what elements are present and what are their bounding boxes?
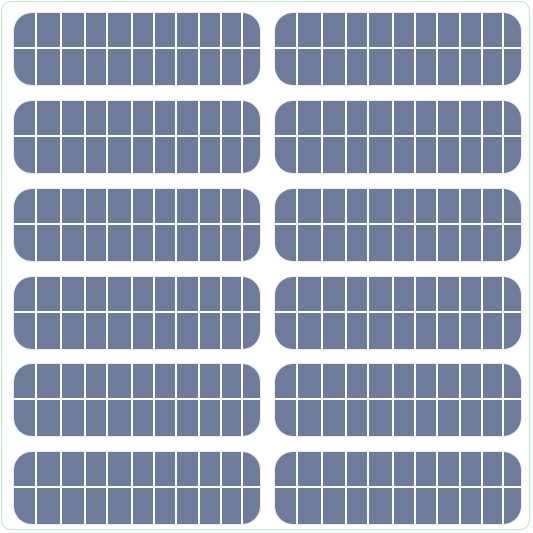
- panel-cell: [298, 400, 321, 436]
- panel-cell: [438, 189, 459, 223]
- panel-cell: [133, 488, 153, 524]
- panel-cell: [243, 225, 260, 261]
- panel-cell: [108, 277, 131, 311]
- panel-cell: [37, 137, 60, 173]
- panel-cell: [37, 364, 60, 398]
- panel-cell: [14, 488, 35, 524]
- panel-cell: [37, 49, 60, 85]
- solar-panel-9: [14, 364, 260, 436]
- panel-cell: [504, 49, 521, 85]
- panel-cell: [504, 364, 521, 398]
- panel-cell: [369, 364, 392, 398]
- panel-cell: [347, 488, 367, 524]
- panel-cell: [416, 49, 436, 85]
- panel-cell: [133, 400, 153, 436]
- solar-panel-6: [275, 189, 521, 261]
- panel-cell: [461, 189, 481, 223]
- panel-cell: [14, 452, 35, 486]
- panel-cell: [347, 452, 367, 486]
- panel-cell: [438, 400, 459, 436]
- panel-cell: [369, 101, 392, 135]
- panel-cell: [323, 13, 345, 47]
- panel-cell: [394, 364, 414, 398]
- panel-cell: [222, 225, 241, 261]
- panel-cell: [483, 364, 502, 398]
- panel-cell: [438, 101, 459, 135]
- panel-cell: [483, 49, 502, 85]
- panel-cell: [222, 137, 241, 173]
- panel-cell: [394, 101, 414, 135]
- panel-cell: [108, 225, 131, 261]
- panel-cell: [222, 313, 241, 349]
- panel-cell: [14, 101, 35, 135]
- panel-cell: [222, 189, 241, 223]
- panel-cell: [483, 277, 502, 311]
- panel-cell: [222, 452, 241, 486]
- panel-cell: [133, 189, 153, 223]
- panel-cell: [62, 488, 84, 524]
- panel-cell: [347, 101, 367, 135]
- panel-cell: [62, 13, 84, 47]
- panel-cell: [483, 225, 502, 261]
- panel-cell: [369, 488, 392, 524]
- panel-cell: [177, 13, 198, 47]
- panel-cell: [461, 101, 481, 135]
- panel-cell: [461, 488, 481, 524]
- panel-cell: [200, 277, 220, 311]
- panel-cell: [461, 49, 481, 85]
- panel-cell: [222, 101, 241, 135]
- panel-cell: [483, 13, 502, 47]
- panel-cell: [275, 225, 296, 261]
- panel-cell: [37, 101, 60, 135]
- panel-cell: [323, 137, 345, 173]
- panel-cell: [438, 364, 459, 398]
- panel-cell: [155, 13, 175, 47]
- panel-cell: [483, 189, 502, 223]
- panel-cell: [298, 189, 321, 223]
- solar-panel-3: [14, 101, 260, 173]
- panel-cell: [504, 488, 521, 524]
- panel-cell: [200, 189, 220, 223]
- panel-cell: [483, 137, 502, 173]
- panel-cell: [108, 488, 131, 524]
- panel-cell: [275, 452, 296, 486]
- panel-cell: [298, 488, 321, 524]
- panel-cell: [369, 225, 392, 261]
- panel-cell: [177, 189, 198, 223]
- panel-cell: [62, 452, 84, 486]
- panel-cell: [155, 488, 175, 524]
- panel-cell: [416, 13, 436, 47]
- panel-cell: [14, 225, 35, 261]
- panel-cell: [504, 189, 521, 223]
- panel-cell: [37, 225, 60, 261]
- panel-cell: [177, 488, 198, 524]
- panel-cell: [438, 277, 459, 311]
- panel-cell: [483, 313, 502, 349]
- panel-cell: [461, 452, 481, 486]
- panel-cell: [155, 189, 175, 223]
- panel-cell: [62, 364, 84, 398]
- panel-cell: [133, 101, 153, 135]
- panel-cell: [200, 400, 220, 436]
- panel-cell: [298, 101, 321, 135]
- panel-cell: [394, 400, 414, 436]
- panel-cell: [369, 137, 392, 173]
- panel-cell: [200, 364, 220, 398]
- panel-cell: [298, 13, 321, 47]
- panel-cell: [200, 137, 220, 173]
- panel-cell: [86, 137, 106, 173]
- solar-panel-5: [14, 189, 260, 261]
- panel-cell: [298, 49, 321, 85]
- panel-cell: [369, 400, 392, 436]
- panel-cell: [323, 277, 345, 311]
- panel-cell: [222, 49, 241, 85]
- panel-cell: [37, 189, 60, 223]
- panel-cell: [298, 225, 321, 261]
- panel-cell: [275, 313, 296, 349]
- panel-cell: [416, 313, 436, 349]
- panel-cell: [177, 277, 198, 311]
- panel-cell: [155, 364, 175, 398]
- panel-cell: [86, 452, 106, 486]
- panel-cell: [108, 189, 131, 223]
- panel-cell: [323, 452, 345, 486]
- panel-cell: [394, 488, 414, 524]
- panel-cell: [133, 277, 153, 311]
- panel-cell: [133, 13, 153, 47]
- panel-cell: [504, 452, 521, 486]
- panel-cell: [394, 452, 414, 486]
- panel-cell: [108, 313, 131, 349]
- panel-cell: [86, 49, 106, 85]
- panel-cell: [37, 452, 60, 486]
- panel-cell: [133, 137, 153, 173]
- panel-cell: [394, 49, 414, 85]
- panel-cell: [86, 313, 106, 349]
- panel-cell: [347, 313, 367, 349]
- panel-cell: [416, 189, 436, 223]
- panel-cell: [483, 452, 502, 486]
- panel-cell: [14, 189, 35, 223]
- panel-cell: [347, 137, 367, 173]
- panel-cell: [14, 13, 35, 47]
- panel-cell: [222, 400, 241, 436]
- panel-cell: [438, 225, 459, 261]
- panel-cell: [222, 277, 241, 311]
- panel-cell: [86, 488, 106, 524]
- panel-cell: [243, 313, 260, 349]
- panel-cell: [275, 13, 296, 47]
- panel-cell: [37, 13, 60, 47]
- panel-cell: [86, 400, 106, 436]
- panel-cell: [108, 400, 131, 436]
- panel-cell: [461, 313, 481, 349]
- panel-cell: [483, 400, 502, 436]
- panel-cell: [62, 277, 84, 311]
- panel-cell: [177, 400, 198, 436]
- panel-cell: [200, 49, 220, 85]
- panel-cell: [275, 101, 296, 135]
- panel-cell: [177, 225, 198, 261]
- panel-cell: [298, 277, 321, 311]
- panel-cell: [504, 225, 521, 261]
- panel-cell: [108, 49, 131, 85]
- solar-panel-2: [275, 13, 521, 85]
- panel-cell: [86, 277, 106, 311]
- panel-cell: [504, 13, 521, 47]
- panel-cell: [438, 49, 459, 85]
- panel-cell: [461, 137, 481, 173]
- panel-cell: [461, 13, 481, 47]
- panel-cell: [177, 101, 198, 135]
- solar-panel-4: [275, 101, 521, 173]
- panel-cell: [243, 452, 260, 486]
- panel-cell: [177, 452, 198, 486]
- panel-cell: [275, 364, 296, 398]
- panel-cell: [14, 400, 35, 436]
- panel-cell: [200, 13, 220, 47]
- panel-cell: [504, 137, 521, 173]
- panel-cell: [86, 189, 106, 223]
- panel-cell: [416, 225, 436, 261]
- panel-cell: [369, 13, 392, 47]
- panel-cell: [275, 400, 296, 436]
- panel-cell: [133, 364, 153, 398]
- panel-cell: [369, 452, 392, 486]
- panel-cell: [416, 364, 436, 398]
- panel-cell: [323, 189, 345, 223]
- panel-cell: [243, 49, 260, 85]
- panel-cell: [438, 137, 459, 173]
- panel-cell: [323, 49, 345, 85]
- panel-cell: [323, 488, 345, 524]
- panel-cell: [504, 277, 521, 311]
- panel-cell: [323, 313, 345, 349]
- solar-panel-12: [275, 452, 521, 524]
- panel-cell: [394, 313, 414, 349]
- panel-cell: [243, 364, 260, 398]
- panel-cell: [14, 364, 35, 398]
- panel-cell: [275, 488, 296, 524]
- panel-cell: [155, 452, 175, 486]
- panel-cell: [394, 13, 414, 47]
- panel-cell: [323, 364, 345, 398]
- panel-cell: [461, 364, 481, 398]
- panel-cell: [394, 189, 414, 223]
- panel-cell: [323, 400, 345, 436]
- panel-cell: [438, 452, 459, 486]
- panel-cell: [177, 364, 198, 398]
- panel-cell: [37, 400, 60, 436]
- panel-cell: [86, 13, 106, 47]
- panel-cell: [275, 49, 296, 85]
- panel-cell: [483, 488, 502, 524]
- panel-cell: [155, 400, 175, 436]
- panel-cell: [416, 452, 436, 486]
- panel-cell: [133, 225, 153, 261]
- panel-cell: [108, 13, 131, 47]
- panel-cell: [133, 49, 153, 85]
- panel-cell: [504, 313, 521, 349]
- solar-panel-7: [14, 277, 260, 349]
- panel-cell: [155, 225, 175, 261]
- panel-cell: [177, 313, 198, 349]
- panel-cell: [155, 137, 175, 173]
- panel-cell: [108, 364, 131, 398]
- panel-cell: [14, 137, 35, 173]
- panel-cell: [438, 13, 459, 47]
- panel-cell: [347, 13, 367, 47]
- panel-cell: [438, 488, 459, 524]
- panel-cell: [62, 189, 84, 223]
- panel-cell: [275, 137, 296, 173]
- panel-cell: [200, 101, 220, 135]
- panel-cell: [37, 277, 60, 311]
- panel-cell: [323, 101, 345, 135]
- panel-cell: [155, 101, 175, 135]
- panel-cell: [275, 277, 296, 311]
- panel-cell: [108, 137, 131, 173]
- panel-cell: [177, 49, 198, 85]
- panel-cell: [62, 313, 84, 349]
- panel-cell: [155, 313, 175, 349]
- panel-cell: [222, 13, 241, 47]
- panel-cell: [86, 225, 106, 261]
- panel-cell: [369, 277, 392, 311]
- solar-panel-1: [14, 13, 260, 85]
- panel-cell: [461, 277, 481, 311]
- panel-cell: [369, 49, 392, 85]
- panel-cell: [298, 313, 321, 349]
- solar-panel-10: [275, 364, 521, 436]
- panel-cell: [133, 313, 153, 349]
- panel-cell: [200, 313, 220, 349]
- panel-cell: [222, 364, 241, 398]
- panel-cell: [14, 313, 35, 349]
- panel-cell: [394, 225, 414, 261]
- panel-cell: [243, 400, 260, 436]
- panel-cell: [62, 225, 84, 261]
- panel-cell: [347, 49, 367, 85]
- panel-cell: [155, 49, 175, 85]
- panel-cell: [14, 49, 35, 85]
- panel-cell: [369, 189, 392, 223]
- panel-cell: [298, 364, 321, 398]
- panel-cell: [347, 364, 367, 398]
- panel-cell: [222, 488, 241, 524]
- panel-cell: [394, 137, 414, 173]
- panel-cell: [243, 137, 260, 173]
- panel-cell: [323, 225, 345, 261]
- panel-cell: [416, 400, 436, 436]
- panel-cell: [243, 13, 260, 47]
- panel-cell: [394, 277, 414, 311]
- panel-cell: [200, 488, 220, 524]
- panel-cell: [200, 225, 220, 261]
- panel-cell: [243, 277, 260, 311]
- panel-cell: [347, 225, 367, 261]
- panel-cell: [37, 488, 60, 524]
- panel-cell: [483, 101, 502, 135]
- panel-cell: [200, 452, 220, 486]
- panel-cell: [416, 137, 436, 173]
- panel-cell: [86, 101, 106, 135]
- panel-cell: [416, 101, 436, 135]
- panel-cell: [298, 137, 321, 173]
- panel-cell: [62, 400, 84, 436]
- panel-cell: [438, 313, 459, 349]
- panel-cell: [347, 277, 367, 311]
- panel-cell: [155, 277, 175, 311]
- panel-cell: [347, 400, 367, 436]
- panel-cell: [243, 488, 260, 524]
- panel-cell: [14, 277, 35, 311]
- panel-cell: [416, 488, 436, 524]
- panel-cell: [62, 101, 84, 135]
- panel-cell: [86, 364, 106, 398]
- panel-cell: [416, 277, 436, 311]
- panel-cell: [243, 189, 260, 223]
- panel-cell: [298, 452, 321, 486]
- panel-cell: [37, 313, 60, 349]
- panel-cell: [504, 400, 521, 436]
- panel-cell: [62, 137, 84, 173]
- solar-panel-8: [275, 277, 521, 349]
- panel-cell: [133, 452, 153, 486]
- panel-cell: [243, 101, 260, 135]
- solar-panel-11: [14, 452, 260, 524]
- panel-cell: [62, 49, 84, 85]
- panel-cell: [504, 101, 521, 135]
- panel-cell: [108, 452, 131, 486]
- panel-cell: [347, 189, 367, 223]
- panel-cell: [369, 313, 392, 349]
- panel-cell: [177, 137, 198, 173]
- panel-cell: [275, 189, 296, 223]
- panel-cell: [461, 225, 481, 261]
- panel-cell: [461, 400, 481, 436]
- panel-cell: [108, 101, 131, 135]
